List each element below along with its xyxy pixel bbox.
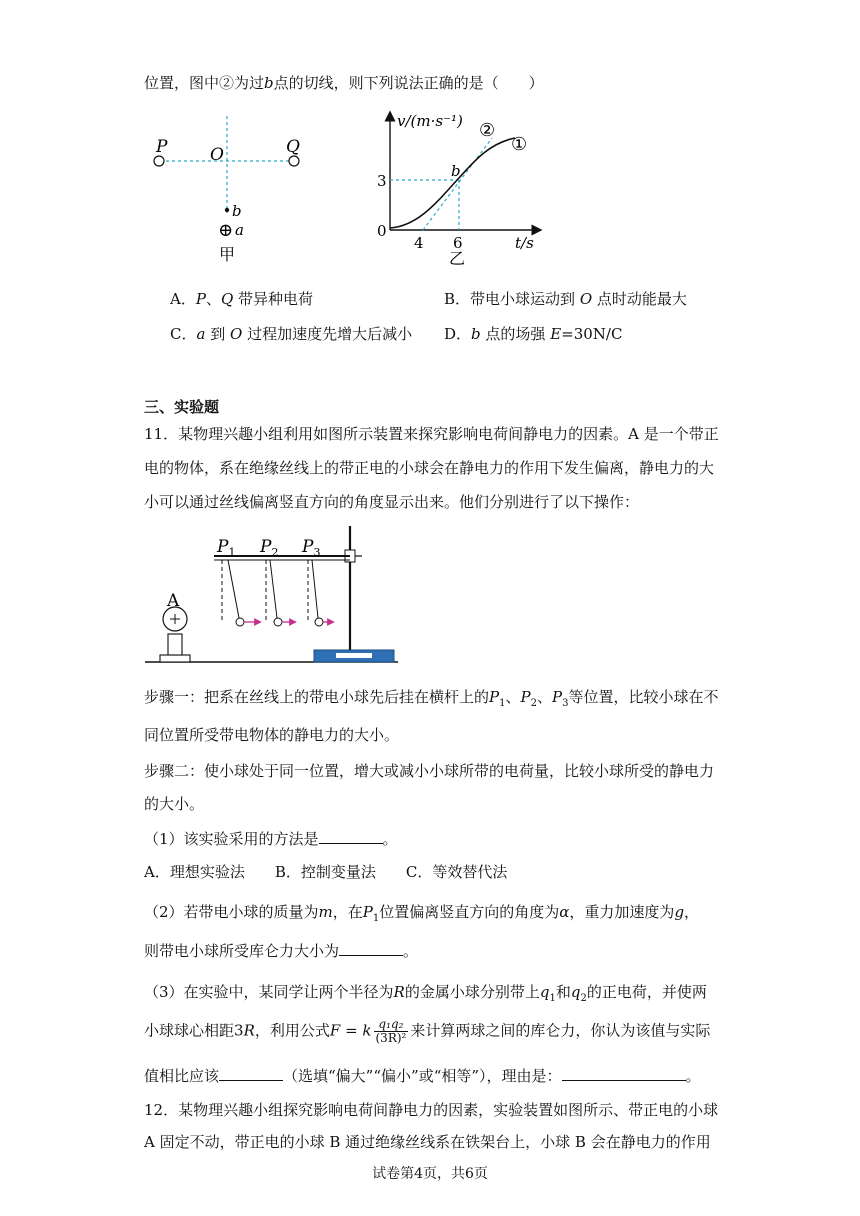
q12-line-2: A 固定不动，带正电的小球 B 通过绝缘丝线系在铁架台上，小球 B 会在静电力的作用 <box>144 1133 711 1151</box>
sub3-line-3: 值相比应该 （选填“偏大”“偏小”或“相等”），理由是： 。 <box>144 1067 701 1085</box>
step1-line-2: 同位置所受带电物体的静电力的大小。 <box>144 726 400 744</box>
y-axis-label: v/(m·s⁻¹) <box>397 112 463 130</box>
option-a[interactable]: A．P、Q 带异种电荷 <box>170 290 314 308</box>
answer-blank-4[interactable] <box>562 1079 686 1081</box>
x-tick-6: 6 <box>453 234 463 252</box>
figure-jia <box>140 108 330 268</box>
label-p1: $P_1$ <box>217 537 236 559</box>
sub2-line-2: 则带电小球所受库仑力大小为 。 <box>144 942 419 960</box>
page-footer: 试卷第4页，共6页 <box>372 1166 488 1182</box>
charge-q <box>289 156 299 166</box>
sub1-choices: A．理想实验法 B．控制变量法 C．等效替代法 <box>144 863 508 881</box>
answer-blank-1[interactable] <box>319 842 383 844</box>
caption-jia: 甲 <box>219 245 236 264</box>
coulomb-fraction: $\frac{\text{q₁q₂}}{\text{(3R)²}}$ <box>375 1017 407 1045</box>
x-tick-4: 4 <box>414 234 424 252</box>
label-a-object: A <box>167 591 180 611</box>
sub3-line-2: 小球球心相距3R，利用公式F = k $\frac{\text{q₁q₂}}{\text{(3R)²}}$ 来计算两球之间的库仑力，你认为该值与实际 <box>144 1017 711 1045</box>
curve-1-label: ① <box>511 134 528 155</box>
label-a: a <box>235 221 244 239</box>
origin-label: 0 <box>377 222 387 240</box>
q11-line-1: 11．某物理兴趣小组利用如图所示装置来探究影响电荷间静电力的因素。A 是一个带正 <box>144 425 719 443</box>
point-b <box>225 208 229 212</box>
answer-blank-2[interactable] <box>339 954 403 956</box>
sub1-question: （1）该实验采用的方法是 。 <box>144 830 398 848</box>
figure-yi <box>365 108 545 268</box>
charge-a-symbol: ⊕ <box>218 220 234 241</box>
sub2-line-1: （2）若带电小球的质量为m，在$P_1$位置偏离竖直方向的角度为α，重力加速度为g， <box>144 903 700 924</box>
option-c[interactable]: C．a 到 O 过程加速度先增大后减小 <box>170 325 413 343</box>
step1-line-1: 步骤一：把系在丝线上的带电小球先后挂在横杆上的$P_1$、$P_2$、$P_3$等位置，比较小球在不 <box>144 688 719 709</box>
option-d[interactable]: D．b 点的场强 E=30N/C <box>444 325 623 343</box>
point-b-label: b <box>451 162 461 180</box>
label-o: O <box>210 145 224 165</box>
x-axis-label: t/s <box>515 234 534 252</box>
figure-apparatus <box>140 522 410 670</box>
answer-blank-3[interactable] <box>219 1079 283 1081</box>
step2-line-1: 步骤二：使小球处于同一位置，增大或减小小球所带的电荷量，比较小球所受的静电力 <box>144 762 715 780</box>
tangent-line <box>423 138 492 230</box>
ball-p2 <box>274 618 282 626</box>
charge-p <box>154 156 164 166</box>
velocity-curve <box>390 138 515 228</box>
sub3-line-1: （3）在实验中，某同学让两个半径为R的金属小球分别带上$q_1$和$q_2$的正电荷，并使两 <box>144 983 707 1004</box>
step2-line-2: 的大小。 <box>144 795 205 813</box>
caption-yi: 乙 <box>449 249 466 268</box>
y-tick-3: 3 <box>377 172 387 190</box>
label-p2: $P_2$ <box>260 537 279 559</box>
label-q: Q <box>286 137 300 157</box>
label-p3: $P_3$ <box>302 537 321 559</box>
question-stem-end: 位置，图中②为过b点的切线，则下列说法正确的是（ ） <box>144 74 544 92</box>
label-b: b <box>232 202 242 220</box>
ball-p1 <box>236 618 244 626</box>
label-p: P <box>156 137 168 157</box>
q12-line-1: 12．某物理兴趣小组探究影响电荷间静电力的因素，实验装置如图所示、带正电的小球 <box>144 1101 719 1119</box>
q11-line-3: 小可以通过丝线偏离竖直方向的角度显示出来。他们分别进行了以下操作： <box>144 493 640 511</box>
q11-line-2: 电的物体，系在绝缘丝线上的带正电的小球会在静电力的作用下发生偏离，静电力的大 <box>144 459 715 477</box>
ball-p3 <box>315 618 323 626</box>
section-title: 三、实验题 <box>144 398 220 416</box>
curve-2-label: ② <box>479 120 496 141</box>
option-b[interactable]: B．带电小球运动到 O 点时动能最大 <box>444 290 687 308</box>
